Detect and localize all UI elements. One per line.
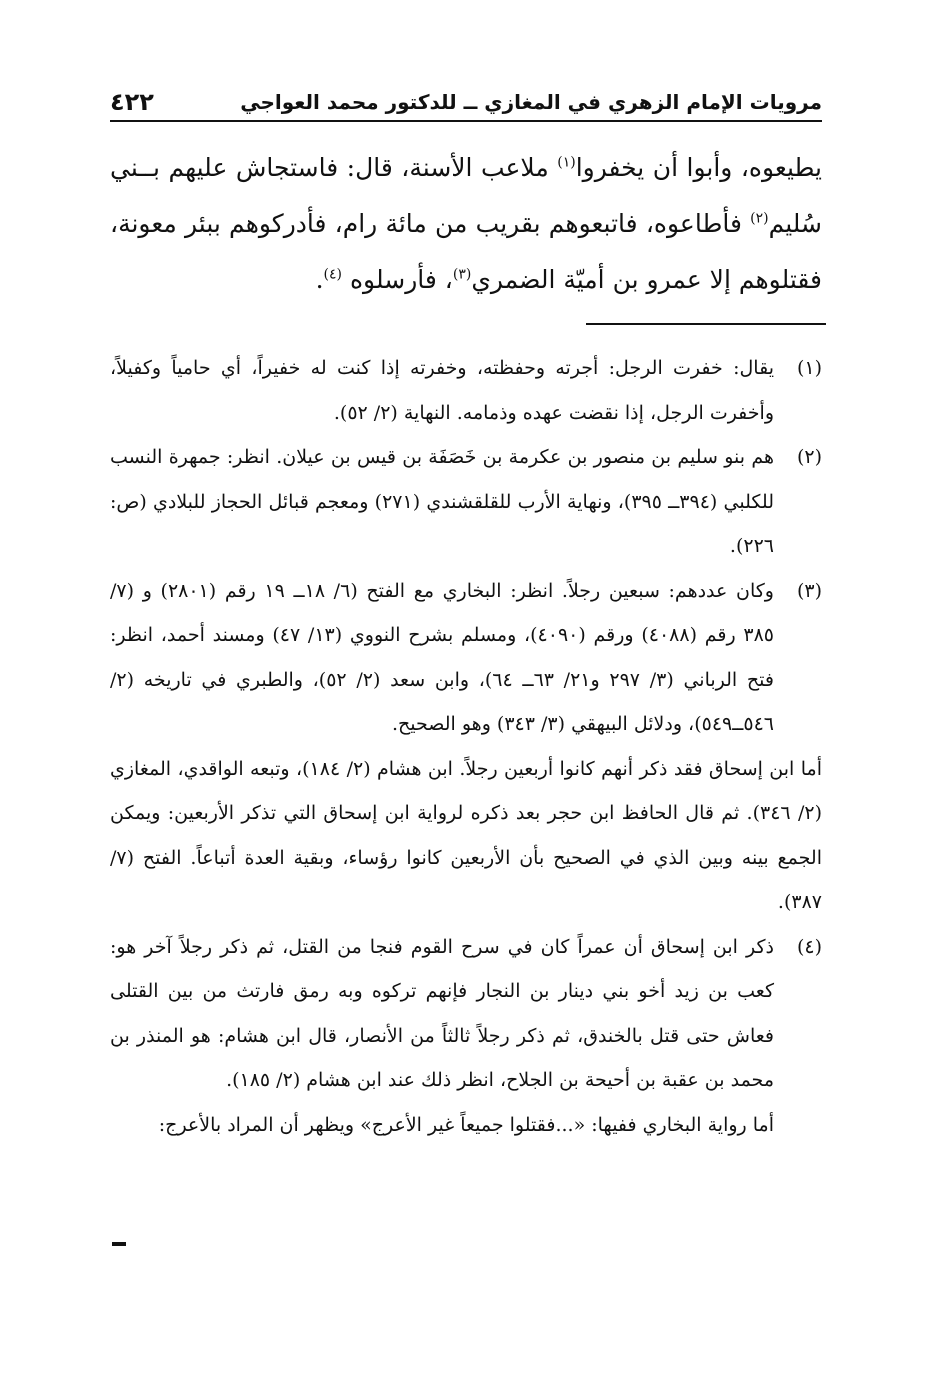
footnote-divider — [586, 323, 826, 325]
footnote-ref: (١) — [557, 154, 576, 171]
footnote-number: (٤) — [796, 935, 822, 958]
page-end-mark — [112, 1242, 126, 1246]
footnote-body — [110, 569, 774, 747]
page-number: ٤٢٢ — [110, 88, 154, 116]
footnote-text: وكان عددهم: سبعين رجلاً. انظر: البخاري مع الفتح (٦/ ١٨ــ ١٩ رقم (٢٨٠١) و (٧/ ٣٨٥ رقم (٤٠٨٨) ورقم (٤٠٩٠)، ومسلم بشرح النووي (١٣/ ٤٧) ومسند أحمد، انظر: فتح الرباني (٣/ ٢٩٧ و٢١/ ٦٣ــ ٦٤)، وابن سعد (٢/ ٥٢)، والطبري في تاريخه (٢/ ٥٤٦ــ٥٤٩)، ودلائل البيهقي (٣/ ٣٤٣) وهو الصحيح. — [110, 579, 774, 735]
main-text-segment: فأطاعوه، فاتبعوهم بقريب من مائة رام، فأدركوهم ببئر معونة، فقتلوهم إلا عمرو بن أميّة الضمري — [110, 209, 822, 294]
page-header — [110, 84, 822, 122]
footnote-body — [110, 925, 774, 1148]
footnotes-section — [110, 346, 822, 1147]
footnote-body — [110, 435, 774, 569]
footnote-ref: (٣) — [452, 266, 472, 283]
footnote-text: أما رواية البخاري ففيها: «...فقتلوا جميعاً غير الأعرج» ويظهر أن المراد بالأعرج: — [158, 1113, 774, 1136]
footnote-ref: (٢) — [750, 210, 769, 227]
footnote-text: ذكر ابن إسحاق أن عمراً كان في سرح القوم فنجا من القتل، ثم ذكر رجلاً آخر هو: كعب بن زيد أخو بني دينار بن النجار فإنهم تركوه وبه رمق فارتث من بين القتلى فعاش حتى قتل بالخندق، ثم ذكر رجلاً ثالثاً من الأنصار، قال ابن هشام: هو المنذر بن محمد بن عقبة بن أحيحة بن الجلاح، انظر ذلك عند ابن هشام (٢/ ١٨٥). — [110, 935, 774, 1091]
footnote-text: هم بنو سليم بن منصور بن عكرمة بن خَصَفَة بن قيس بن عيلان. انظر: جمهرة النسب للكلبي (٣٩٤ــ ٣٩٥)، ونهاية الأرب للقلقشندي (٢٧١) ومعجم قبائل الحجاز للبلادي (ص: ٢٢٦). — [110, 446, 774, 557]
footnote-1 — [110, 346, 822, 435]
main-text-segment: يطيعوه، وأبوا أن يخفروا — [575, 153, 822, 182]
main-text-segment: ملاعب الأسنة، قال: فاستجاش عليهم بــني سُليم — [110, 153, 822, 238]
main-text-segment: . — [315, 265, 324, 294]
running-title: مرويات الإمام الزهري في المغازي ــ للدكتور محمد العواجي — [240, 90, 822, 114]
footnote-number: (١) — [796, 357, 822, 379]
footnote-number: (٢) — [796, 446, 822, 468]
main-text — [110, 140, 822, 308]
main-text-segment: ، فأرسلوه — [342, 265, 453, 294]
footnote-2 — [110, 435, 822, 569]
footnote-ref: (٤) — [323, 266, 343, 283]
main-paragraph — [110, 140, 822, 308]
footnote-number: (٣) — [796, 579, 822, 602]
footnote-text: يقال: خفرت الرجل: أجرته وحفظته، وخفرته إذا كنت له خفيراً، أي حامياً وكفيلاً، وأخفرت الرجل، إذا نقضت عهده وذمامه. النهاية (٢/ ٥٢). — [110, 357, 774, 424]
footnote-body — [110, 346, 774, 435]
footnote-3 — [110, 569, 822, 747]
footnote-4 — [110, 925, 822, 1148]
footnote-3-continuation: أما ابن إسحاق فقد ذكر أنهم كانوا أربعين رجلاً. ابن هشام (٢/ ١٨٤)، وتبعه الواقدي، المغازي (٢/ ٣٤٦). ثم قال الحافظ ابن حجر بعد ذكره لرواية ابن إسحاق التي تذكر الأربعين: ويمكن الجمع بينه وبين الذي في الصحيح بأن الأربعين كانوا رؤساء، وبقية العدة أتباعاً. الفتح (٧/ ٣٨٧). — [110, 757, 822, 913]
